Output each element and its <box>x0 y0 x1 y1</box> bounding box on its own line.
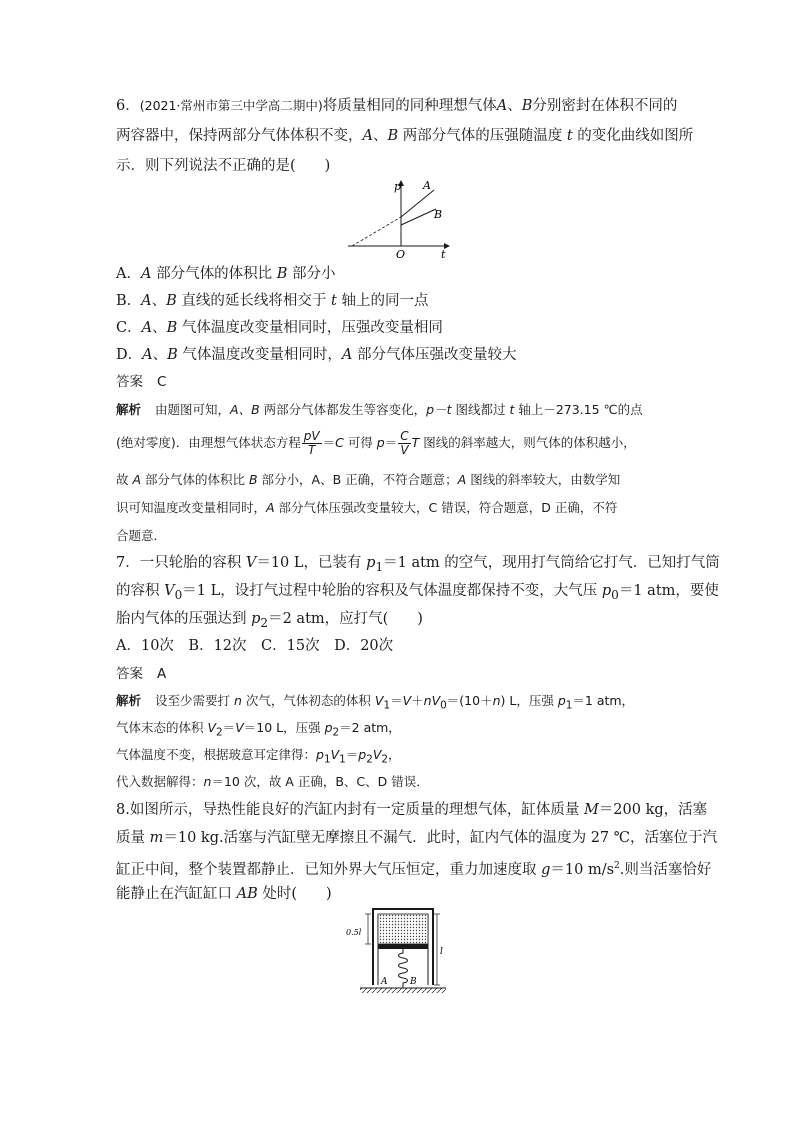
q7-line-2: 的容积 $V_0=1$ L，设打气过程中轮胎的容积及气体温度都保持不变，大气压 $p_0=1$ atm，要使 <box>116 583 719 602</box>
q6-explanation-line-2: (绝对零度)．由理想气体状态方程 $\frac{pV}{T}$ ＝C 可得 p＝ $\frac{C}{V}$ T 图线的斜率越大，则气体的体积越小， <box>116 429 636 457</box>
q6-line-2: 两容器中，保持两部分气体体积不变，A、B 两部分气体的压强随温度 t 的变化曲线如图所 <box>116 128 694 144</box>
q8-line-4: 能静止在汽缸缸口 AB 处时( ) <box>116 886 332 902</box>
graph-label-origin: O <box>396 248 406 261</box>
label-l: l <box>440 947 443 957</box>
graph-label-t: t <box>441 248 446 261</box>
label-b: B <box>410 977 417 987</box>
q6-pt-graph <box>344 176 456 262</box>
q6-answer: 答案 C <box>116 374 167 390</box>
label-half-l: 0.5l <box>346 928 362 937</box>
ground-hatching <box>360 988 446 993</box>
q8-line-1: 8.如图所示，导热性能良好的汽缸内封有一定质量的理想气体，缸体质量 M＝200 kg，活塞 <box>116 802 708 818</box>
q7-options[interactable]: A．10次 B．12次 C．15次 D．20次 <box>116 638 394 654</box>
line-b <box>401 209 436 225</box>
gas-region <box>378 914 428 944</box>
graph-label-a: A <box>423 179 431 192</box>
q6-explanation-line-5: 合题意． <box>116 528 167 543</box>
extension-dashed-line <box>352 217 401 246</box>
q7-line-3: 胎内气体的压强达到 $p_2=2$ atm，应打气( ) <box>116 611 423 630</box>
graph-label-b: B <box>434 208 443 221</box>
q7-explanation-line-4: 代入数据解得：n＝10 次，故 A 正确，B、C、D 错误． <box>116 774 429 789</box>
q6-option-a[interactable]: A．A 部分气体的体积比 B 部分小 <box>116 266 336 282</box>
graph-label-p: p <box>394 180 402 193</box>
q6-line-1: 6．(2021·常州市第三中学高二期中)将质量相同的同种理想气体A、B分别密封在体积不同的 <box>116 98 678 114</box>
q8-cylinder-figure <box>340 905 452 1015</box>
q7-line-1: 7．一只轮胎的容积 V＝10 L，已装有 $p_1=1$ atm 的空气，现用打气筒给它打气．已知打气筒 <box>116 555 720 574</box>
spring <box>399 949 408 988</box>
q7-explanation-line-1: 解析 设至少需要打 n 次气，气体初态的体积 $V_1=V+nV_0=(10+n)$ L，压强 $p_1=1$ atm， <box>116 693 635 712</box>
piston <box>378 944 428 949</box>
q6-explanation-line-3: 故 A 部分气体的体积比 B 部分小，A、B 正确，不符合题意；A 图线的斜率较大，由数学知 <box>116 472 621 487</box>
label-a: A <box>381 977 388 987</box>
q7-explanation-line-3: 气体温度不变，根据玻意耳定律得：$p_1V_1=p_2V_2$， <box>116 747 401 766</box>
q7-explanation-line-2: 气体末态的体积 $V_2=V=10$ L，压强 $p_2=2$ atm， <box>116 720 401 739</box>
q7-answer: 答案 A <box>116 666 167 682</box>
q6-option-d[interactable]: D．A、B 气体温度改变量相同时，A 部分气体压强改变量较大 <box>116 347 517 363</box>
q8-line-2: 质量 m＝10 kg.活塞与汽缸壁无摩擦且不漏气．此时，缸内气体的温度为 27 ℃，活塞位于汽 <box>116 830 717 846</box>
q6-option-b[interactable]: B．A、B 直线的延长线将相交于 t 轴上的同一点 <box>116 293 429 309</box>
q6-option-c[interactable]: C．A、B 气体温度改变量相同时，压强改变量相同 <box>116 320 443 336</box>
q6-explanation-line-4: 识可知温度改变量相同时，A 部分气体压强改变量较大，C 错误，符合题意，D 正确，不符 <box>116 500 618 515</box>
line-a <box>401 190 434 217</box>
q6-explanation-line-1: 解析 由题图可知，A、B 两部分气体都发生等容变化，p－t 图线都过 t 轴上－273.15 ℃的点 <box>116 402 643 417</box>
q8-line-3: 缸正中间，整个装置都静止．已知外界大气压恒定，重力加速度取 g＝10 $m/s^2$.则当活塞恰好 <box>116 861 712 878</box>
q6-line-3: 示．则下列说法不正确的是( ) <box>116 158 331 174</box>
